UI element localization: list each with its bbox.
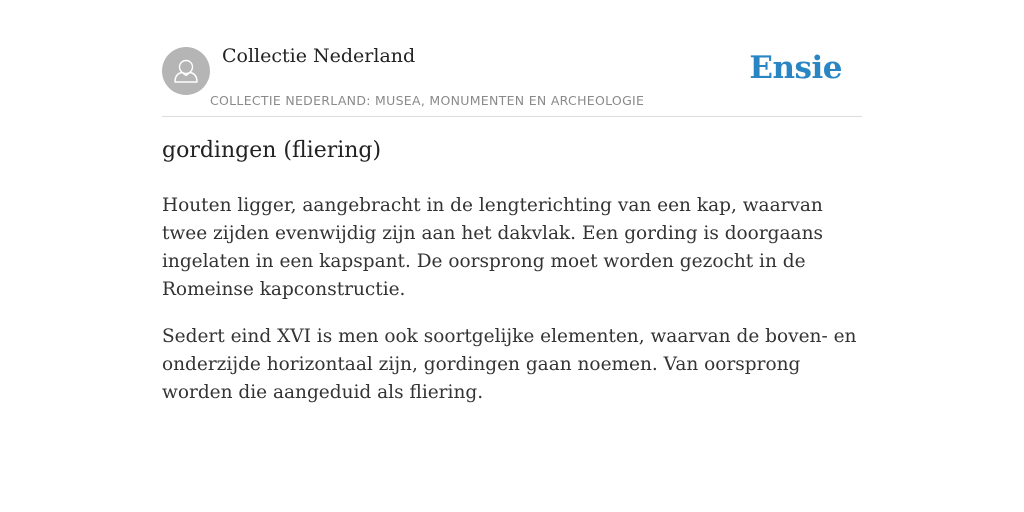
source-caption: COLLECTIE NEDERLAND: MUSEA, MONUMENTEN EN ARCHEOLOGIE — [210, 93, 645, 108]
ensie-logo[interactable]: Ensie — [749, 50, 842, 86]
entry-body — [162, 192, 867, 426]
user-icon — [162, 47, 210, 95]
entry-paragraph: Sedert eind XVI is men ook soortgelijke elementen, waarvan de boven- en onderzijde horizontaal zijn, gordingen gaan noemen. Van oorsprong worden die aangeduid als fliering. — [162, 326, 857, 403]
entry-header — [162, 40, 862, 117]
entry-title: gordingen (fliering) — [162, 138, 382, 163]
author-avatar[interactable] — [162, 47, 210, 95]
entry-paragraph: Houten ligger, aangebracht in de lengterichting van een kap, waarvan twee zijden evenwijdig zijn aan het dakvlak. Een gording is doorgaans ingelaten in een kapspant. De oorsprong moet worden gezocht in de Romeinse kapconstructie. — [162, 195, 823, 300]
author-name-link[interactable]: Collectie Nederland — [222, 45, 416, 67]
